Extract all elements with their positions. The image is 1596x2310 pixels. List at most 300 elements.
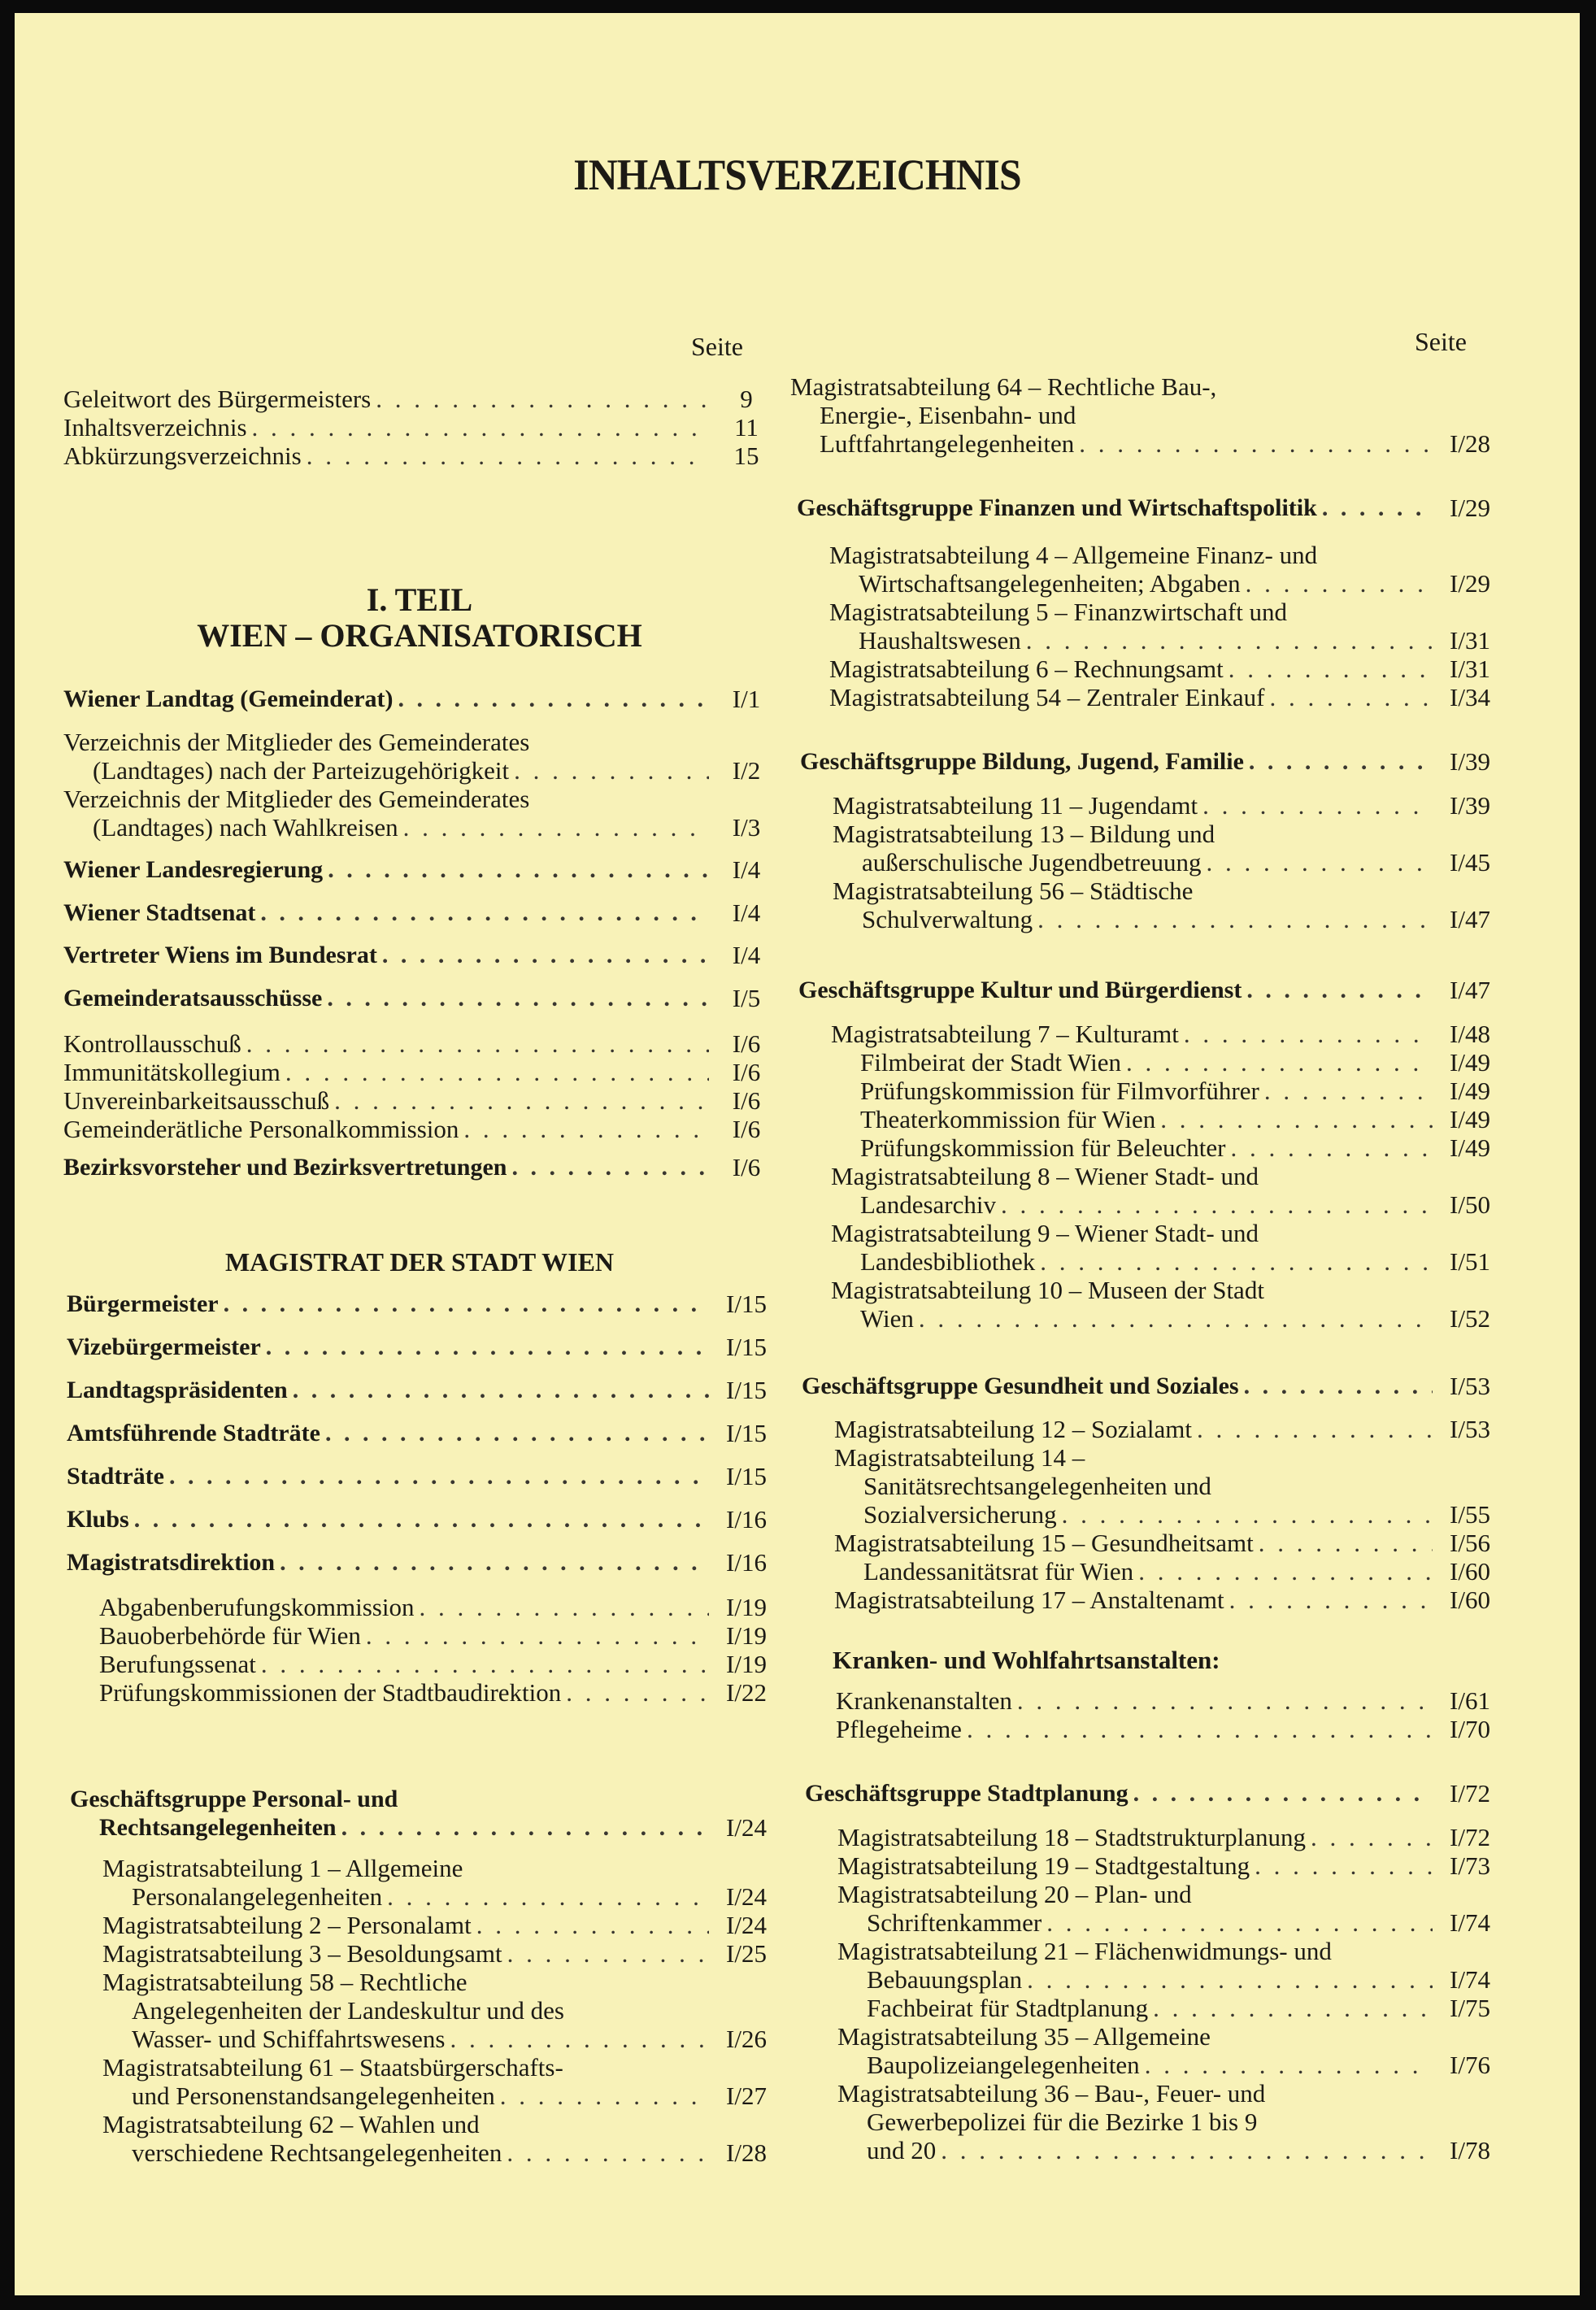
dot-leader [307, 442, 709, 470]
dot-leader [1184, 1020, 1433, 1048]
toc-page-number: 11 [734, 413, 759, 442]
toc-entry-line: Magistratsabteilung 13 – Bildung und [833, 820, 1215, 848]
toc-entry-label: außerschulische Jugendbetreuung [862, 848, 1202, 877]
toc-page-number: I/49 [1450, 1077, 1490, 1105]
part-heading-number: I. TEIL [366, 581, 473, 618]
toc-entry-label: und Personenstandsangelegenheiten [132, 2082, 495, 2110]
dot-leader [261, 1650, 709, 1678]
part-heading [62, 582, 777, 654]
toc-page-number: I/31 [1450, 626, 1490, 655]
toc-entry-line: Magistratsabteilung 8 – Wiener Stadt- und [831, 1162, 1259, 1190]
dot-leader [1046, 1908, 1433, 1937]
toc-page-number: I/60 [1450, 1586, 1490, 1614]
toc-entry-label: Inhaltsverzeichnis [63, 413, 247, 442]
dot-leader [1255, 1851, 1433, 1880]
dot-leader [1311, 1823, 1433, 1851]
toc-entry [67, 1462, 779, 1490]
toc-entry-line: Verzeichnis der Mitglieder des Gemeinderates [63, 728, 530, 756]
kranken-heading: Kranken- und Wohlfahrtsanstalten: [833, 1646, 1220, 1674]
toc-page-number: I/15 [726, 1462, 767, 1490]
seite-label-left: Seite [691, 332, 743, 361]
dot-leader [1246, 976, 1433, 1004]
toc-page-number: I/47 [1450, 976, 1490, 1004]
dot-leader [1244, 1372, 1433, 1400]
toc-entry [805, 1779, 1503, 1808]
toc-entry-label: Geschäftsgruppe Stadtplanung [805, 1780, 1129, 1807]
toc-entry-label: Rechtsangelegenheiten [99, 1814, 337, 1841]
toc-entry-label: Immunitätskollegium [63, 1058, 280, 1086]
toc-entry-label: Magistratsabteilung 3 – Besoldungsamt [102, 1939, 502, 1968]
dot-leader [387, 1882, 709, 1911]
toc-entry [829, 683, 1503, 711]
toc-page-number: I/4 [732, 898, 761, 927]
toc-entry [67, 1333, 779, 1361]
dot-leader [366, 1621, 709, 1650]
dot-leader [941, 2136, 1433, 2164]
toc-entry [834, 1586, 1503, 1614]
toc-entry-label: Fachbeirat für Stadtplanung [867, 1994, 1149, 2022]
toc-page-number: I/70 [1450, 1715, 1490, 1743]
toc-page-number: I/28 [1450, 429, 1490, 458]
dot-leader [260, 898, 709, 927]
dot-leader [1133, 1779, 1433, 1808]
toc-entry-label: Magistratsabteilung 6 – Rechnungsamt [829, 655, 1224, 683]
toc-entry-label: Wiener Landtag (Gemeinderat) [63, 685, 394, 712]
toc-page-number: I/50 [1450, 1190, 1490, 1219]
toc-page-number: I/1 [732, 685, 761, 713]
dot-leader [1202, 791, 1433, 820]
toc-page-number: I/55 [1450, 1500, 1490, 1529]
dot-leader [500, 2082, 709, 2110]
toc-page-number: I/74 [1450, 1965, 1490, 1994]
dot-leader [293, 1376, 709, 1404]
toc-entry-label: Haushaltswesen [859, 626, 1021, 655]
part-heading-title: WIEN – ORGANISATORISCH [197, 617, 642, 654]
toc-entry-label: verschiedene Rechtsangelegenheiten [132, 2138, 502, 2167]
toc-page-number: I/51 [1450, 1247, 1490, 1276]
toc-entry [67, 1290, 779, 1318]
toc-page-number: I/45 [1450, 848, 1490, 877]
toc-entry-line: Magistratsabteilung 64 – Rechtliche Bau-, [790, 372, 1217, 401]
toc-entry-label: Bezirksvorsteher und Bezirksvertretungen [63, 1154, 507, 1181]
dot-leader [1269, 683, 1433, 711]
dot-leader [1322, 494, 1433, 522]
toc-page-number: I/16 [726, 1548, 767, 1577]
toc-entry [867, 1994, 1503, 2022]
toc-entry-label: Stadträte [67, 1463, 164, 1490]
toc-entry-label: Wasser- und Schiffahrtswesens [132, 2025, 446, 2053]
toc-page-number: I/6 [732, 1029, 761, 1058]
dot-leader [134, 1505, 709, 1533]
toc-entry [833, 877, 1503, 933]
toc-entry [63, 1029, 779, 1058]
toc-entry-label: Landessanitätsrat für Wien [863, 1557, 1134, 1586]
toc-entry-label: Bauoberbehörde für Wien [99, 1621, 361, 1650]
dot-leader [334, 1086, 709, 1115]
toc-page-number: I/16 [726, 1505, 767, 1533]
toc-entry [67, 1376, 779, 1404]
toc-entry-line: Verzeichnis der Mitglieder des Gemeinderates [63, 785, 530, 813]
magistrat-heading: MAGISTRAT DER STADT WIEN [224, 1247, 615, 1277]
toc-entry-line: Magistratsabteilung 5 – Finanzwirtschaft und [829, 598, 1288, 626]
dot-leader [463, 1115, 709, 1143]
toc-entry [102, 1968, 779, 2053]
toc-entry-line: Magistratsabteilung 4 – Allgemeine Finanz- und [829, 541, 1318, 569]
toc-entry [831, 1219, 1503, 1276]
dot-leader [1246, 569, 1433, 598]
toc-entry-line: Sanitätsrechtsangelegenheiten und [863, 1472, 1211, 1500]
toc-entry-line: Magistratsabteilung 9 – Wiener Stadt- und [831, 1219, 1259, 1247]
toc-page-number: I/19 [726, 1593, 767, 1621]
toc-entry [63, 1115, 779, 1143]
toc-entry [837, 2079, 1503, 2164]
toc-entry-line: Magistratsabteilung 14 – [834, 1443, 1085, 1472]
toc-entry [63, 442, 779, 470]
toc-entry [837, 1880, 1503, 1937]
toc-entry [67, 1419, 779, 1447]
toc-entry [837, 1937, 1503, 1994]
toc-page-number: I/4 [732, 855, 761, 884]
dot-leader [1229, 655, 1433, 683]
toc-entry-label: Magistratsdirektion [67, 1549, 276, 1576]
toc-entry [837, 1823, 1503, 1851]
toc-entry-label: Krankenanstalten [836, 1686, 1012, 1715]
toc-page-number: I/29 [1450, 494, 1490, 522]
toc-page-number: I/24 [726, 1911, 767, 1939]
toc-page-number: I/74 [1450, 1908, 1490, 1937]
toc-entry-label: Gemeinderätliche Personalkommission [63, 1115, 459, 1143]
toc-entry [860, 1133, 1503, 1162]
toc-entry-label: Landesbibliothek [860, 1247, 1036, 1276]
toc-entry [829, 655, 1503, 683]
dot-leader [1126, 1048, 1433, 1077]
toc-entry [829, 541, 1503, 598]
dot-leader [1264, 1077, 1433, 1105]
toc-entry [798, 976, 1503, 1004]
toc-page-number: I/24 [726, 1882, 767, 1911]
toc-entry-label: Prüfungskommissionen der Stadtbaudirektion [99, 1678, 562, 1707]
toc-entry-label: Pflegeheime [836, 1715, 962, 1743]
toc-entry [837, 1851, 1503, 1880]
dot-leader [919, 1304, 1433, 1333]
toc-entry-label: Geschäftsgruppe Gesundheit und Soziales [802, 1373, 1239, 1399]
dot-leader [252, 413, 709, 442]
toc-entry [102, 2053, 779, 2110]
toc-page-number: I/49 [1450, 1133, 1490, 1162]
dot-leader [224, 1290, 709, 1318]
toc-entry-label: (Landtages) nach Wahlkreisen [93, 813, 398, 842]
toc-page-number: I/73 [1450, 1851, 1490, 1880]
toc-page-number: I/15 [726, 1333, 767, 1361]
toc-entry-label: Gemeinderatsausschüsse [63, 985, 323, 1011]
page-title: INHALTSVERZEICHNIS [573, 150, 1021, 199]
toc-entry-label: Geleitwort des Bürgermeisters [63, 385, 372, 413]
toc-entry-line: Geschäftsgruppe Personal- und [70, 1786, 398, 1812]
toc-entry-label: Wiener Landesregierung [63, 856, 324, 883]
toc-entry-line: Magistratsabteilung 20 – Plan- und [837, 1880, 1192, 1908]
toc-entry-label: Wien [860, 1304, 914, 1333]
document-page [15, 13, 1580, 2295]
dot-leader [403, 813, 709, 842]
toc-entry-label: Bebauungsplan [867, 1965, 1023, 1994]
toc-page-number: I/6 [732, 1115, 761, 1143]
toc-page-number: I/6 [732, 1153, 761, 1181]
toc-entry [836, 1686, 1503, 1715]
toc-entry-label: Kontrollausschuß [63, 1029, 241, 1058]
toc-entry-label: Prüfungskommission für Filmvorführer [860, 1077, 1259, 1105]
toc-entry-label: Magistratsabteilung 17 – Anstaltenamt [834, 1586, 1224, 1614]
toc-page-number: I/75 [1450, 1994, 1490, 2022]
toc-entry [102, 1911, 779, 1939]
dot-leader [450, 2025, 709, 2053]
toc-entry [860, 1105, 1503, 1133]
toc-entry [63, 685, 779, 713]
dot-leader [1037, 905, 1433, 933]
dot-leader [382, 941, 709, 969]
dot-leader [1040, 1247, 1433, 1276]
toc-entry-label: Magistratsabteilung 11 – Jugendamt [833, 791, 1198, 820]
toc-entry [99, 1621, 779, 1650]
toc-entry-label: Filmbeirat der Stadt Wien [860, 1048, 1122, 1077]
toc-entry-label: Landtagspräsidenten [67, 1377, 288, 1403]
toc-page-number: 9 [740, 385, 753, 413]
toc-entry-label: Magistratsabteilung 15 – Gesundheitsamt [834, 1529, 1254, 1557]
dot-leader [325, 1419, 709, 1447]
dot-leader [376, 385, 709, 413]
dot-leader [327, 984, 709, 1012]
toc-page-number: I/49 [1450, 1048, 1490, 1077]
seite-label-right: Seite [1415, 327, 1467, 356]
toc-page-number: I/28 [726, 2138, 767, 2167]
dot-leader [1197, 1415, 1433, 1443]
toc-entry [102, 1939, 779, 1968]
toc-entry [802, 1372, 1503, 1400]
toc-entry [834, 1529, 1503, 1557]
toc-entry-line: Magistratsabteilung 62 – Wahlen und [102, 2110, 480, 2138]
toc-entry-line: Magistratsabteilung 61 – Staatsbürgerschafts- [102, 2053, 563, 2082]
toc-entry [63, 728, 779, 785]
dot-leader [1017, 1686, 1433, 1715]
toc-entry-label: Vizebürgermeister [67, 1333, 261, 1360]
toc-entry-label: Schulverwaltung [862, 905, 1033, 933]
toc-entry-line: Magistratsabteilung 56 – Städtische [833, 877, 1194, 905]
dot-leader [266, 1333, 709, 1361]
toc-entry-label: Wiener Stadtsenat [63, 899, 256, 926]
dot-leader [398, 685, 709, 713]
dot-leader [1249, 747, 1433, 776]
toc-page-number: I/2 [732, 756, 761, 785]
dot-leader [512, 1153, 710, 1181]
toc-entry-label: Magistratsabteilung 54 – Zentraler Einkauf [829, 683, 1265, 711]
dot-leader [1027, 1965, 1433, 1994]
toc-page-number: I/15 [726, 1376, 767, 1404]
toc-entry [833, 820, 1503, 877]
dot-leader [1001, 1190, 1433, 1219]
toc-entry-label: Magistratsabteilung 12 – Sozialamt [834, 1415, 1192, 1443]
toc-entry-label: Vertreter Wiens im Bundesrat [63, 942, 377, 968]
toc-entry-label: Magistratsabteilung 7 – Kulturamt [831, 1020, 1179, 1048]
toc-entry [831, 1276, 1503, 1333]
toc-entry [63, 898, 779, 927]
toc-entry [63, 941, 779, 969]
toc-entry-label: Amtsführende Stadträte [67, 1420, 320, 1446]
dot-leader [507, 1939, 709, 1968]
toc-entry [63, 785, 779, 842]
toc-entry-label: Bürgermeister [67, 1290, 219, 1317]
toc-page-number: I/72 [1450, 1779, 1490, 1808]
dot-leader [1259, 1529, 1433, 1557]
toc-entry-line: Magistratsabteilung 10 – Museen der Stadt [831, 1276, 1264, 1304]
dot-leader [1230, 1133, 1433, 1162]
toc-entry-line: Magistratsabteilung 36 – Bau-, Feuer- und [837, 2079, 1266, 2108]
toc-entry-line: Magistratsabteilung 35 – Allgemeine [837, 2022, 1211, 2051]
dot-leader [341, 1813, 709, 1842]
dot-leader [169, 1462, 709, 1490]
toc-entry-label: Klubs [67, 1506, 129, 1533]
toc-page-number: I/34 [1450, 683, 1490, 711]
dot-leader [1153, 1994, 1433, 2022]
toc-entry [102, 2110, 779, 2167]
toc-entry-label: Magistratsabteilung 19 – Stadtgestaltung [837, 1851, 1250, 1880]
toc-page-number: I/29 [1450, 569, 1490, 598]
toc-entry-label: Landesarchiv [860, 1190, 996, 1219]
toc-entry [860, 1077, 1503, 1105]
dot-leader [1160, 1105, 1433, 1133]
toc-entry [63, 385, 779, 413]
toc-page-number: I/27 [726, 2082, 767, 2110]
toc-entry-label: Geschäftsgruppe Bildung, Jugend, Familie [800, 748, 1244, 775]
toc-entry-label: Magistratsabteilung 18 – Stadtstrukturplanung [837, 1823, 1307, 1851]
toc-page-number: I/60 [1450, 1557, 1490, 1586]
toc-page-number: I/47 [1450, 905, 1490, 933]
dot-leader [1145, 2051, 1433, 2079]
toc-entry-label: Abkürzungsverzeichnis [63, 442, 302, 470]
toc-entry-label: Geschäftsgruppe Finanzen und Wirtschaftspolitik [797, 494, 1317, 521]
toc-page-number: I/22 [726, 1678, 767, 1707]
toc-page-number: 15 [733, 442, 759, 470]
toc-entry [63, 413, 779, 442]
dot-leader [967, 1715, 1433, 1743]
toc-page-number: I/52 [1450, 1304, 1490, 1333]
toc-entry-label: Unvereinbarkeitsausschuß [63, 1086, 330, 1115]
toc-page-number: I/53 [1450, 1415, 1490, 1443]
dot-leader [419, 1593, 709, 1621]
toc-page-number: I/48 [1450, 1020, 1490, 1048]
toc-page-number: I/76 [1450, 2051, 1490, 2079]
toc-page-number: I/5 [732, 984, 761, 1012]
toc-entry-line: Angelegenheiten der Landeskultur und des [132, 1996, 564, 2025]
toc-page-number: I/3 [732, 813, 761, 842]
dot-leader [566, 1678, 709, 1707]
toc-page-number: I/15 [726, 1419, 767, 1447]
toc-entry-label: Sozialversicherung [863, 1500, 1057, 1529]
toc-page-number: I/72 [1450, 1823, 1490, 1851]
toc-entry [70, 1785, 779, 1842]
toc-entry [63, 855, 779, 884]
toc-entry [800, 747, 1503, 776]
toc-page-number: I/61 [1450, 1686, 1490, 1715]
toc-entry [99, 1593, 779, 1621]
toc-entry [63, 1086, 779, 1115]
toc-page-number: I/56 [1450, 1529, 1490, 1557]
toc-page-number: I/78 [1450, 2136, 1490, 2164]
toc-entry-label: Berufungssenat [99, 1650, 256, 1678]
dot-leader [1079, 429, 1433, 458]
toc-page-number: I/6 [732, 1086, 761, 1115]
toc-page-number: I/4 [732, 941, 761, 969]
toc-entry-label: und 20 [867, 2136, 937, 2164]
dot-leader [1026, 626, 1433, 655]
toc-entry [834, 1443, 1503, 1529]
toc-page-number: I/19 [726, 1650, 767, 1678]
dot-leader [280, 1548, 709, 1577]
toc-entry [831, 1020, 1503, 1048]
toc-entry-label: Luftfahrtangelegenheiten [820, 429, 1075, 458]
dot-leader [514, 756, 709, 785]
dot-leader [1138, 1557, 1433, 1586]
toc-entry-label: (Landtages) nach der Parteizugehörigkeit [93, 756, 510, 785]
toc-entry [67, 1548, 779, 1577]
toc-entry [63, 984, 779, 1012]
toc-entry-line: Magistratsabteilung 21 – Flächenwidmungs- und [837, 1937, 1332, 1965]
toc-page-number: I/49 [1450, 1105, 1490, 1133]
toc-entry [831, 1162, 1503, 1219]
dot-leader [507, 2138, 709, 2167]
toc-entry [829, 598, 1503, 655]
toc-page-number: I/31 [1450, 655, 1490, 683]
toc-entry [63, 1058, 779, 1086]
dot-leader [246, 1029, 709, 1058]
dot-leader [1062, 1500, 1433, 1529]
toc-entry [837, 2022, 1503, 2079]
dot-leader [476, 1911, 709, 1939]
toc-entry [67, 1505, 779, 1533]
toc-entry [797, 494, 1503, 522]
toc-page-number: I/53 [1450, 1372, 1490, 1400]
toc-entry-label: Abgabenberufungskommission [99, 1593, 415, 1621]
toc-page-number: I/6 [732, 1058, 761, 1086]
toc-entry [863, 1557, 1503, 1586]
toc-entry-line: Energie-, Eisenbahn- und [820, 401, 1076, 429]
toc-entry [860, 1048, 1503, 1077]
toc-entry-label: Geschäftsgruppe Kultur und Bürgerdienst [798, 977, 1242, 1003]
toc-page-number: I/19 [726, 1621, 767, 1650]
dot-leader [285, 1058, 709, 1086]
toc-entry-line: Magistratsabteilung 1 – Allgemeine [102, 1854, 463, 1882]
dot-leader [328, 855, 709, 884]
toc-entry-label: Magistratsabteilung 2 – Personalamt [102, 1911, 472, 1939]
toc-page-number: I/24 [726, 1813, 767, 1842]
toc-entry-label: Prüfungskommission für Beleuchter [860, 1133, 1226, 1162]
toc-entry-label: Wirtschaftsangelegenheiten; Abgaben [859, 569, 1241, 598]
toc-page-number: I/39 [1450, 747, 1490, 776]
toc-entry [99, 1650, 779, 1678]
toc-page-number: I/15 [726, 1290, 767, 1318]
toc-entry [99, 1678, 779, 1707]
toc-entry [790, 372, 1503, 458]
toc-entry [833, 791, 1503, 820]
toc-page-number: I/26 [726, 2025, 767, 2053]
toc-entry-line: Gewerbepolizei für die Bezirke 1 bis 9 [867, 2108, 1258, 2136]
dot-leader [1207, 848, 1433, 877]
toc-entry-label: Baupolizeiangelegenheiten [867, 2051, 1140, 2079]
toc-page-number: I/25 [726, 1939, 767, 1968]
toc-entry-line: Magistratsabteilung 58 – Rechtliche [102, 1968, 467, 1996]
toc-entry-label: Theaterkommission für Wien [860, 1105, 1156, 1133]
toc-entry [102, 1854, 779, 1911]
toc-entry-label: Personalangelegenheiten [132, 1882, 383, 1911]
toc-entry [836, 1715, 1503, 1743]
